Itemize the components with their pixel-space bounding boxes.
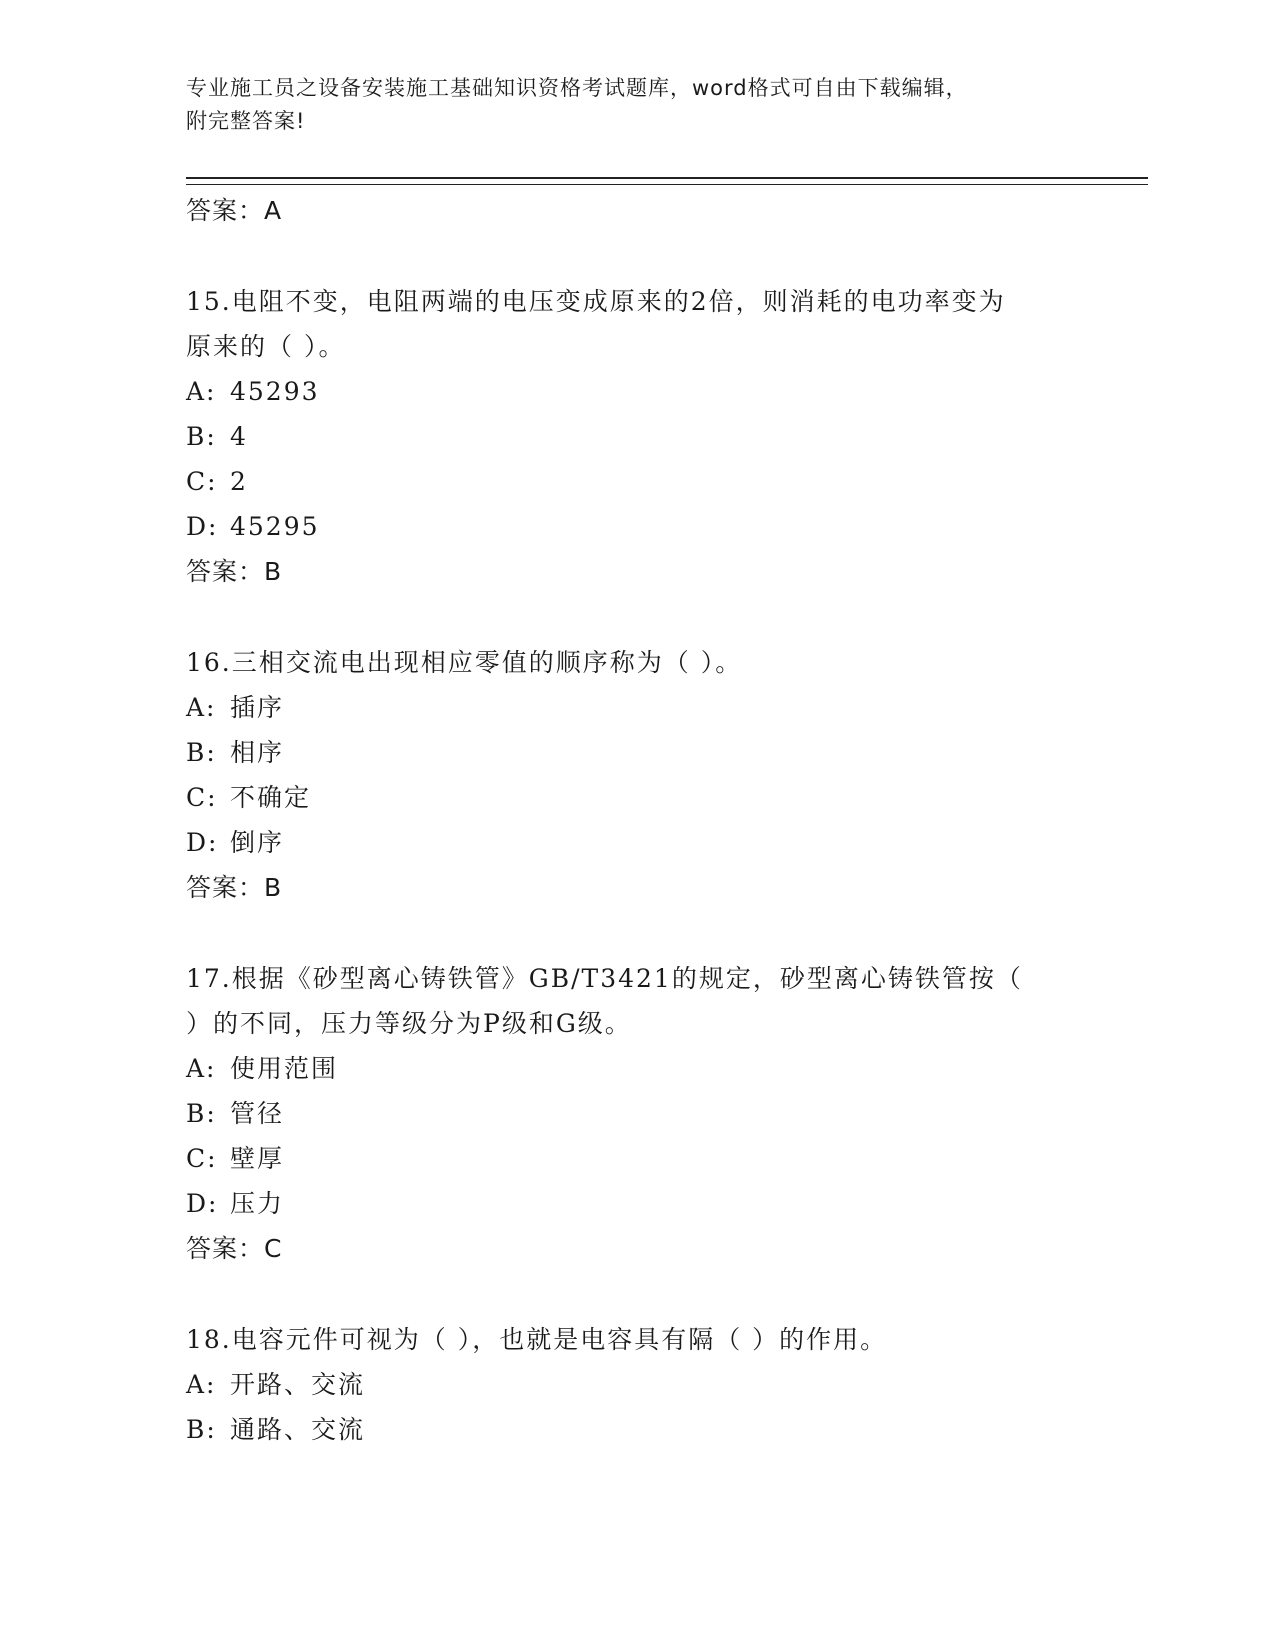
- option-key: A:: [186, 377, 217, 406]
- stem-line: ）的不同，压力等级分为P级和G级。: [186, 1009, 632, 1038]
- option-text: 相序: [230, 738, 285, 767]
- question-stem: [186, 640, 1106, 685]
- spacer: [186, 1271, 1106, 1317]
- option-key: D:: [186, 512, 219, 541]
- option-key: C:: [186, 783, 218, 812]
- option-text: 壁厚: [230, 1144, 285, 1173]
- option-d: [186, 820, 1106, 865]
- option-c: [186, 775, 1106, 820]
- header-divider: [186, 177, 1148, 185]
- option-text: 倒序: [230, 828, 285, 857]
- option-a: [186, 1362, 1106, 1407]
- question-16: [186, 640, 1106, 910]
- question-18: [186, 1317, 1106, 1452]
- answer-line: 答案：B: [186, 873, 283, 902]
- option-a: [186, 369, 1106, 414]
- question-15: [186, 279, 1106, 594]
- option-key: B:: [186, 1415, 217, 1444]
- previous-answer: 答案：A: [186, 196, 283, 225]
- option-text: 管径: [230, 1099, 285, 1128]
- option-key: D:: [186, 1189, 219, 1218]
- option-b: [186, 1091, 1106, 1136]
- stem-line: 18.电容元件可视为（ ），也就是电容具有隔（ ）的作用。: [186, 1325, 888, 1354]
- option-text: 不确定: [230, 783, 312, 812]
- option-text: 开路、交流: [230, 1370, 366, 1399]
- option-key: C:: [186, 1144, 218, 1173]
- option-text: 压力: [230, 1189, 285, 1218]
- option-text: 通路、交流: [230, 1415, 366, 1444]
- option-key: A:: [186, 693, 217, 722]
- option-key: C:: [186, 467, 218, 496]
- option-a: [186, 685, 1106, 730]
- stem-line: 16.三相交流电出现相应零值的顺序称为（ ）。: [186, 648, 743, 677]
- spacer: [186, 910, 1106, 956]
- option-b: [186, 414, 1106, 459]
- option-key: B:: [186, 1099, 217, 1128]
- option-c: [186, 1136, 1106, 1181]
- option-b: [186, 730, 1106, 775]
- option-key: B:: [186, 422, 217, 451]
- option-text: 使用范围: [230, 1054, 339, 1083]
- option-a: [186, 1046, 1106, 1091]
- option-d: [186, 504, 1106, 549]
- option-key: D:: [186, 828, 219, 857]
- option-key: A:: [186, 1370, 217, 1399]
- option-d: [186, 1181, 1106, 1226]
- option-text: 4: [230, 422, 248, 451]
- question-stem: [186, 279, 1106, 369]
- header-line-2: 附完整答案!: [186, 109, 306, 133]
- option-text: 45293: [230, 377, 320, 406]
- answer-line: 答案：B: [186, 557, 283, 586]
- question-stem: [186, 956, 1106, 1046]
- question-stem: [186, 1317, 1106, 1362]
- answer-line: 答案：C: [186, 1234, 283, 1263]
- option-text: 插序: [230, 693, 285, 722]
- question-17: [186, 956, 1106, 1271]
- stem-line: 15.电阻不变，电阻两端的电压变成原来的2倍，则消耗的电功率变为: [186, 287, 1006, 316]
- stem-line: 17.根据《砂型离心铸铁管》GB/T3421的规定，砂型离心铸铁管按（: [186, 964, 1023, 993]
- stem-line: 原来的（ ）。: [186, 332, 346, 361]
- header-line-1: 专业施工员之设备安装施工基础知识资格考试题库，word格式可自由下载编辑，: [186, 76, 968, 100]
- option-b: [186, 1407, 1106, 1452]
- page-header: [186, 72, 1066, 138]
- option-c: [186, 459, 1106, 504]
- spacer: [186, 233, 1106, 279]
- option-key: A:: [186, 1054, 217, 1083]
- question-list: [186, 188, 1106, 1452]
- spacer: [186, 594, 1106, 640]
- option-text: 45295: [230, 512, 320, 541]
- option-text: 2: [230, 467, 248, 496]
- option-key: B:: [186, 738, 217, 767]
